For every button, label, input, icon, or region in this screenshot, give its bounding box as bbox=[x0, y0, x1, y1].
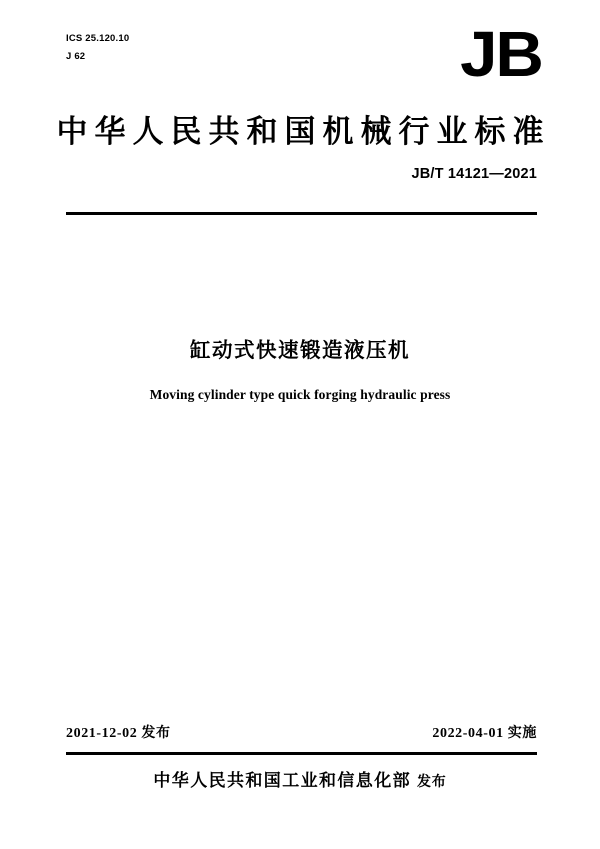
date-row bbox=[66, 722, 537, 742]
standard-number: JB/T 14121—2021 bbox=[411, 166, 537, 182]
jb-logo: JB bbox=[460, 18, 542, 90]
issue-date: 2021-12-02 发布 bbox=[66, 726, 171, 741]
header-divider bbox=[66, 212, 537, 215]
ics-code: ICS 25.120.10 bbox=[66, 33, 130, 44]
issuer-name: 中华人民共和国工业和信息化部 bbox=[153, 771, 411, 790]
standard-authority-title: 中华人民共和国机械行业标准 bbox=[56, 114, 551, 149]
footer-divider bbox=[66, 752, 537, 755]
document-title-en: Moving cylinder type quick forging hydraulic press bbox=[149, 387, 451, 402]
issuer-suffix: 发布 bbox=[417, 775, 447, 790]
code-block bbox=[66, 30, 129, 66]
implement-date: 2022-04-01 实施 bbox=[432, 726, 537, 741]
issuer-line bbox=[0, 766, 600, 791]
classification-code: J 62 bbox=[66, 51, 86, 63]
document-title-cn: 缸动式快速锻造液压机 bbox=[190, 340, 410, 362]
